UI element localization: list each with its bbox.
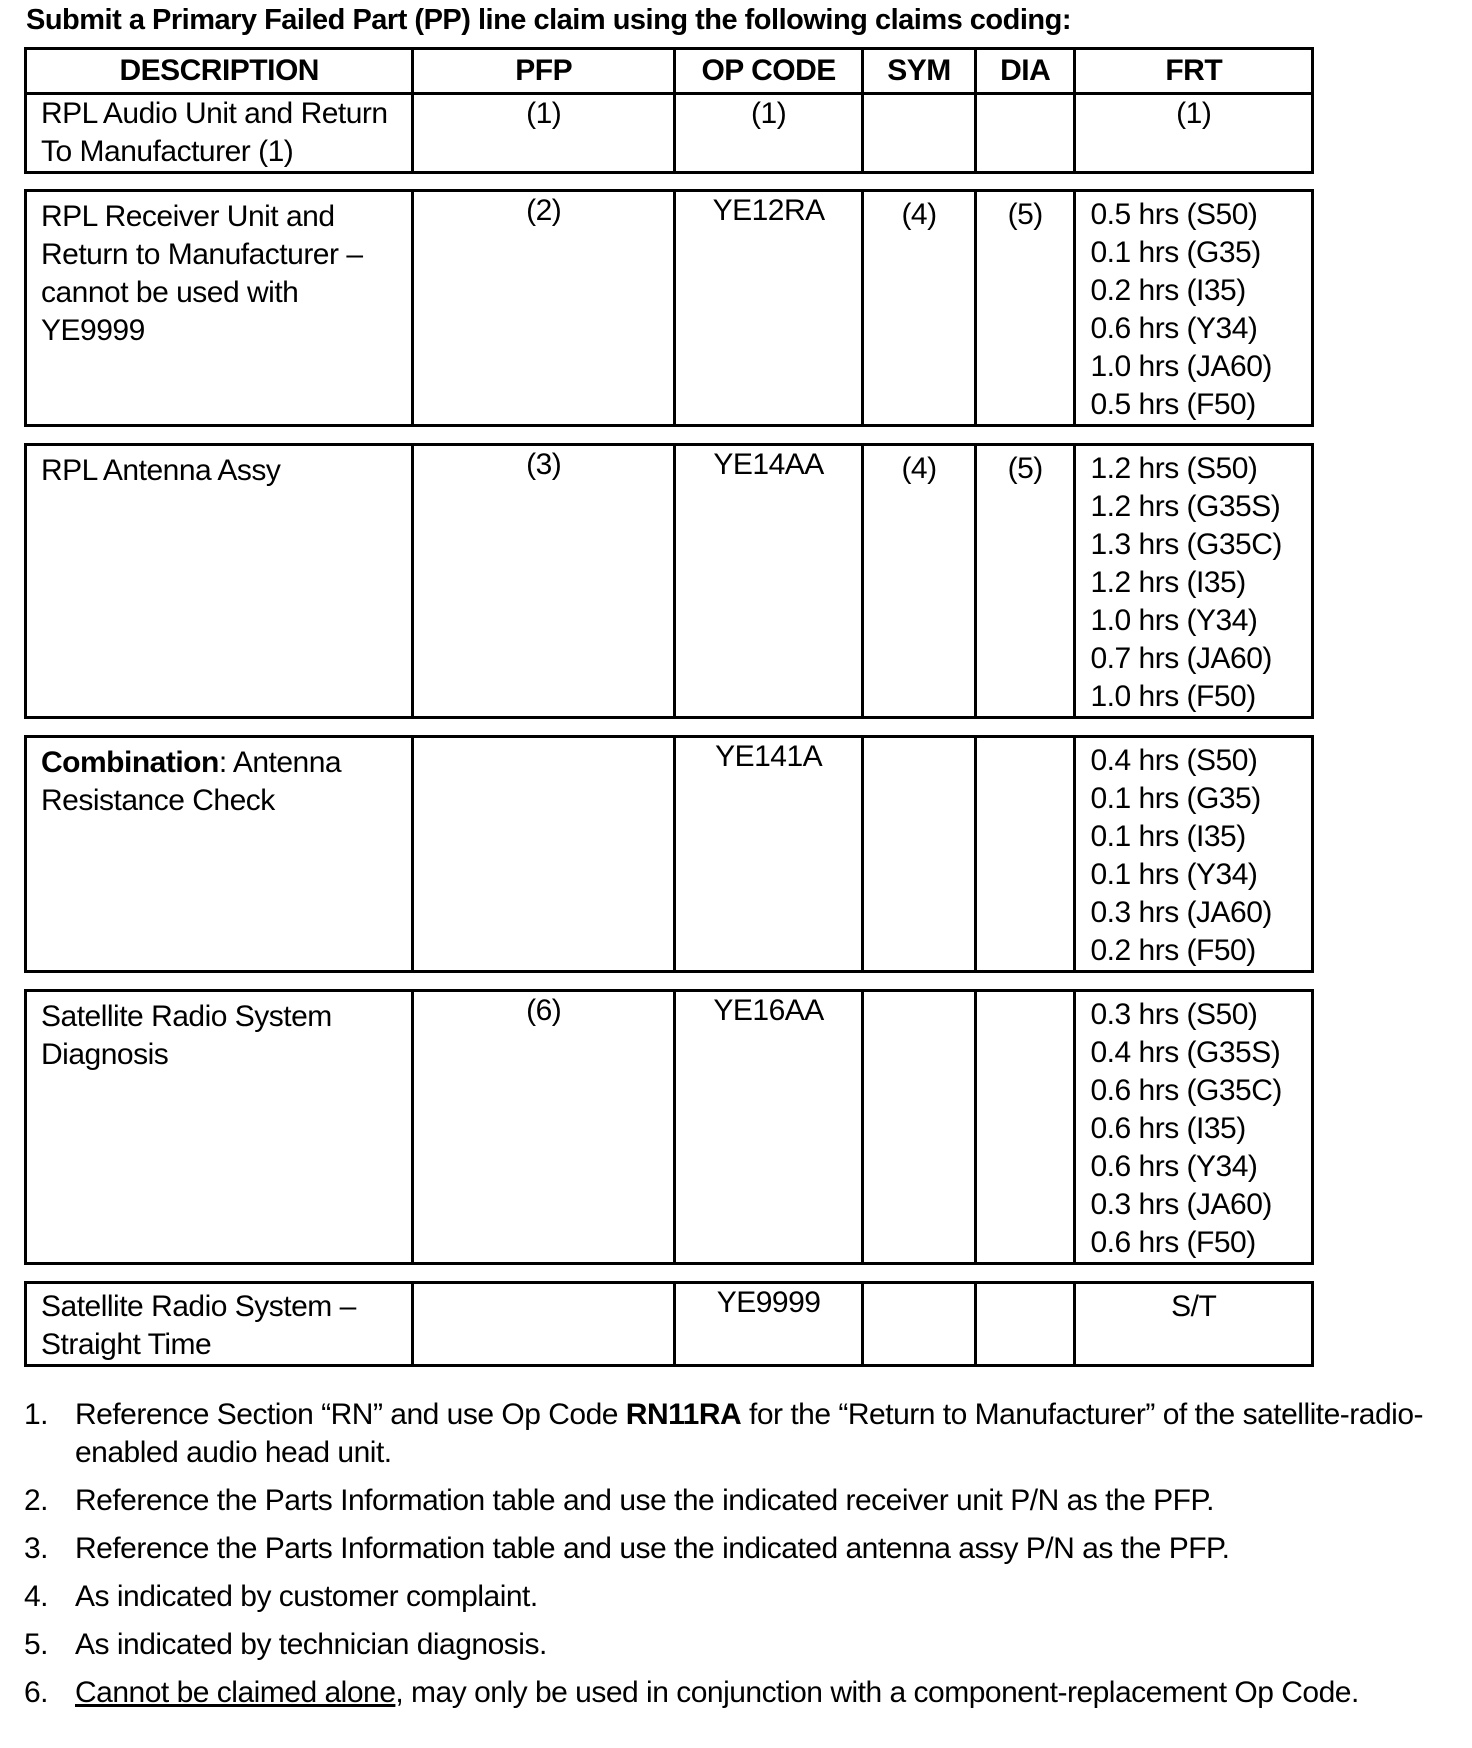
frt-cell <box>1075 737 1313 972</box>
table-row <box>26 737 1313 972</box>
frt-value: 0.5 hrs (S50) <box>1090 198 1258 231</box>
description-text: RPL Receiver Unit and <box>41 200 335 233</box>
frt-value: 0.3 hrs (S50) <box>1090 998 1258 1031</box>
pfp-cell: (1) <box>413 94 675 173</box>
table-header-row <box>26 49 1313 94</box>
op-code-cell: YE16AA <box>675 991 863 1264</box>
footnote-item <box>24 1530 1454 1568</box>
dia-cell <box>975 991 1075 1264</box>
table-row <box>26 445 1313 718</box>
page-heading: Submit a Primary Failed Part (PP) line claim using the following claims coding: <box>26 4 1071 36</box>
description-cell <box>26 191 413 426</box>
frt-value: 0.6 hrs (I35) <box>1090 1112 1246 1145</box>
description-text: Diagnosis <box>41 1038 169 1071</box>
pfp-cell: (2) <box>413 191 675 426</box>
pfp-cell <box>413 1283 675 1366</box>
dia-cell <box>975 1283 1075 1366</box>
pfp-cell: (6) <box>413 991 675 1264</box>
description-cell <box>26 445 413 718</box>
footnote-item <box>24 1482 1454 1520</box>
frt-value: 0.6 hrs (F50) <box>1090 1226 1256 1259</box>
dia-cell: (5) <box>975 191 1075 426</box>
description-text: Satellite Radio System <box>41 1000 332 1033</box>
frt-value: 0.1 hrs (Y34) <box>1090 858 1258 891</box>
claims-table-combination <box>24 735 1314 973</box>
footnote-text: Reference Section “RN” and use Op Code <box>75 1398 626 1431</box>
frt-value: 0.6 hrs (Y34) <box>1090 312 1258 345</box>
description-cell <box>26 737 413 972</box>
frt-value: 0.3 hrs (JA60) <box>1090 896 1272 929</box>
frt-value: 0.4 hrs (S50) <box>1090 744 1258 777</box>
col-header-dia: DIA <box>975 49 1075 94</box>
frt-value: 0.4 hrs (G35S) <box>1090 1036 1281 1069</box>
frt-value: 0.2 hrs (F50) <box>1090 934 1256 967</box>
col-header-pfp: PFP <box>413 49 675 94</box>
table-row <box>26 191 1313 426</box>
description-text: To Manufacturer (1) <box>41 135 294 168</box>
description-text: Resistance Check <box>41 784 275 817</box>
pfp-cell <box>413 737 675 972</box>
table-row <box>26 1283 1313 1366</box>
frt-value: 0.7 hrs (JA60) <box>1090 642 1272 675</box>
frt-value: 0.5 hrs (F50) <box>1090 388 1256 421</box>
col-header-sym: SYM <box>863 49 976 94</box>
col-header-description: DESCRIPTION <box>26 49 413 94</box>
footnote-text: As indicated by customer complaint. <box>75 1580 538 1613</box>
footnote-number: 1. <box>24 1398 49 1431</box>
sym-cell <box>863 94 976 173</box>
frt-cell <box>1075 445 1313 718</box>
sym-cell: (4) <box>863 445 976 718</box>
frt-cell <box>1075 991 1313 1264</box>
frt-value: 1.3 hrs (G35C) <box>1090 528 1282 561</box>
footnote-emphasis: Cannot be claimed alone <box>75 1676 396 1709</box>
claims-table-receiver <box>24 189 1314 427</box>
footnote-text: for the “Return to Manufacturer” of the satellite-radio-enabled audio head unit. <box>75 1398 1423 1469</box>
op-code-cell: YE12RA <box>675 191 863 426</box>
frt-value: 0.1 hrs (I35) <box>1090 820 1246 853</box>
frt-value: 1.0 hrs (Y34) <box>1090 604 1258 637</box>
frt-value: 0.2 hrs (I35) <box>1090 274 1246 307</box>
op-code-cell: (1) <box>675 94 863 173</box>
col-header-op-code: OP CODE <box>675 49 863 94</box>
footnote-number: 3. <box>24 1532 49 1565</box>
footnotes-list <box>24 1396 1454 1722</box>
description-text: RPL Audio Unit and Return <box>41 97 388 130</box>
description-text: RPL Antenna Assy <box>41 454 281 487</box>
sym-cell <box>863 991 976 1264</box>
frt-cell: (1) <box>1075 94 1313 173</box>
claims-table-diagnosis <box>24 989 1314 1265</box>
col-header-frt: FRT <box>1075 49 1313 94</box>
pfp-cell: (3) <box>413 445 675 718</box>
frt-value: 1.2 hrs (G35S) <box>1090 490 1281 523</box>
sym-cell: (4) <box>863 191 976 426</box>
description-text: Return to Manufacturer – <box>41 238 363 271</box>
frt-cell: S/T <box>1075 1283 1313 1366</box>
table-row <box>26 94 1313 173</box>
footnote-item <box>24 1396 1454 1472</box>
op-code-emphasis: RN11RA <box>625 1398 742 1431</box>
op-code-cell: YE14AA <box>675 445 863 718</box>
dia-cell <box>975 94 1075 173</box>
footnote-number: 6. <box>24 1676 49 1709</box>
footnote-number: 2. <box>24 1484 49 1517</box>
frt-value: 0.6 hrs (G35C) <box>1090 1074 1282 1107</box>
footnote-text: Reference the Parts Information table and use the indicated antenna assy P/N as the PFP. <box>75 1532 1230 1565</box>
description-text: cannot be used with YE9999 <box>41 276 299 347</box>
footnote-text: Reference the Parts Information table and use the indicated receiver unit P/N as the PFP. <box>75 1484 1214 1517</box>
table-row <box>26 991 1313 1264</box>
dia-cell <box>975 737 1075 972</box>
footnote-number: 5. <box>24 1628 49 1661</box>
footnote-text: , may only be used in conjunction with a component-replacement Op Code. <box>395 1676 1359 1709</box>
frt-value: 1.2 hrs (I35) <box>1090 566 1246 599</box>
frt-value: 0.6 hrs (Y34) <box>1090 1150 1258 1183</box>
combination-label: Combination <box>41 746 219 779</box>
description-text <box>41 744 397 782</box>
claims-table-antenna <box>24 443 1314 719</box>
description-cell <box>26 94 413 173</box>
claims-table-straight-time <box>24 1281 1314 1367</box>
description-cell <box>26 1283 413 1366</box>
frt-value: 0.3 hrs (JA60) <box>1090 1188 1272 1221</box>
description-text: : Antenna <box>218 746 342 779</box>
op-code-cell: YE9999 <box>675 1283 863 1366</box>
sym-cell <box>863 737 976 972</box>
frt-value: 0.1 hrs (G35) <box>1090 782 1261 815</box>
footnote-text: As indicated by technician diagnosis. <box>75 1628 547 1661</box>
footnote-number: 4. <box>24 1580 49 1613</box>
op-code-cell: YE141A <box>675 737 863 972</box>
dia-cell: (5) <box>975 445 1075 718</box>
frt-value: 1.2 hrs (S50) <box>1090 452 1258 485</box>
frt-value: 0.1 hrs (G35) <box>1090 236 1261 269</box>
frt-value: 1.0 hrs (JA60) <box>1090 350 1272 383</box>
description-text: Straight Time <box>41 1328 212 1361</box>
description-cell <box>26 991 413 1264</box>
footnote-item <box>24 1674 1454 1712</box>
footnote-item <box>24 1578 1454 1616</box>
description-text: Satellite Radio System – <box>41 1290 356 1323</box>
claims-table-header <box>24 47 1314 174</box>
footnote-item <box>24 1626 1454 1664</box>
frt-cell <box>1075 191 1313 426</box>
sym-cell <box>863 1283 976 1366</box>
frt-value: 1.0 hrs (F50) <box>1090 680 1256 713</box>
